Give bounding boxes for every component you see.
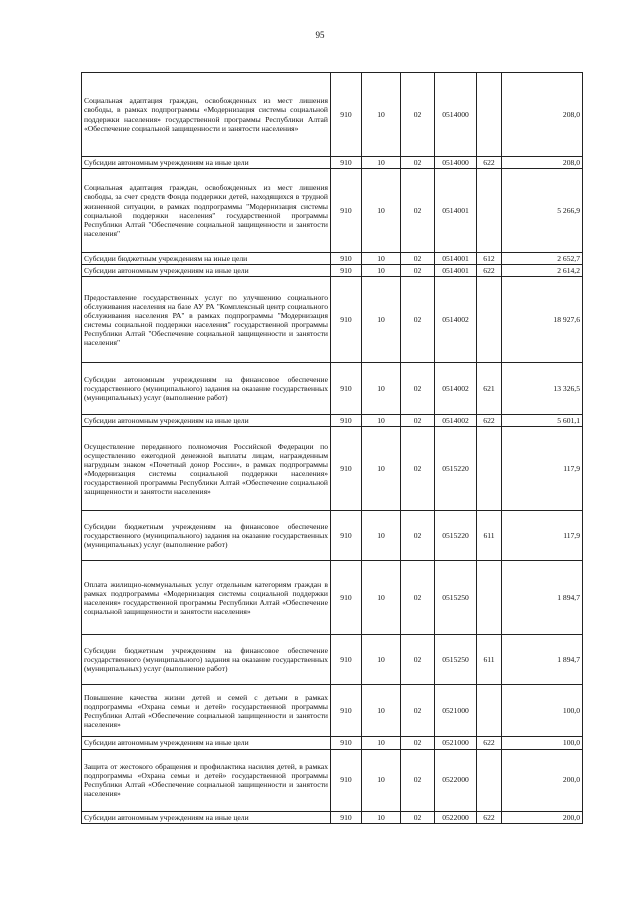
row-grbs: 910 xyxy=(331,427,362,511)
row-section: 10 xyxy=(362,169,401,253)
row-section: 10 xyxy=(362,561,401,635)
row-target-article: 0521000 xyxy=(435,685,477,737)
table-row xyxy=(82,415,583,427)
row-section: 10 xyxy=(362,685,401,737)
row-grbs: 910 xyxy=(331,169,362,253)
row-subsection: 02 xyxy=(401,685,435,737)
row-subsection: 02 xyxy=(401,811,435,823)
row-expense-type: 622 xyxy=(477,265,502,277)
row-grbs: 910 xyxy=(331,561,362,635)
row-sum: 200,0 xyxy=(502,749,583,811)
row-section: 10 xyxy=(362,427,401,511)
row-grbs: 910 xyxy=(331,415,362,427)
row-name: Социальная адаптация граждан, освобожденных из мест лишения свободы, в рамках подпрограммы «Модернизация системы социальной поддержки населения» государственной программы Республики Алтай «Обеспечение социальной защищенности и занятости населения» xyxy=(82,73,331,157)
table-row xyxy=(82,157,583,169)
row-name: Субсидии автономным учреждениям на иные цели xyxy=(82,157,331,169)
row-sum: 1 894,7 xyxy=(502,635,583,685)
row-sum: 208,0 xyxy=(502,73,583,157)
row-section: 10 xyxy=(362,277,401,363)
row-subsection: 02 xyxy=(401,277,435,363)
row-grbs: 910 xyxy=(331,73,362,157)
row-target-article: 0514000 xyxy=(435,73,477,157)
row-grbs: 910 xyxy=(331,157,362,169)
row-name: Защита от жестокого обращения и профилактика насилия детей, в рамках подпрограммы «Охрана семьи и детей» государственной программы Республики Алтай «Обеспечение социальной защищенности и занятости населения» xyxy=(82,749,331,811)
table-row xyxy=(82,635,583,685)
row-target-article: 0515220 xyxy=(435,427,477,511)
row-sum: 2 652,7 xyxy=(502,253,583,265)
row-expense-type: 622 xyxy=(477,737,502,749)
row-sum: 208,0 xyxy=(502,157,583,169)
budget-table xyxy=(81,72,583,824)
row-expense-type xyxy=(477,427,502,511)
row-target-article: 0514001 xyxy=(435,265,477,277)
row-name: Субсидии автономным учреждениям на иные цели xyxy=(82,737,331,749)
row-sum: 13 326,5 xyxy=(502,363,583,415)
row-name: Субсидии автономным учреждениям на финансовое обеспечение государственного (муниципального) задания на оказание государственных (муниципальных) услуг (выполнение работ) xyxy=(82,363,331,415)
row-subsection: 02 xyxy=(401,415,435,427)
row-section: 10 xyxy=(362,73,401,157)
row-expense-type: 611 xyxy=(477,635,502,685)
row-name: Оплата жилищно-коммунальных услуг отдельным категориям граждан в рамках подпрограммы «Модернизация системы социальной поддержки населения» государственной программы Республики Алтай «Обеспечение социальной защищенности и занятости населения» xyxy=(82,561,331,635)
row-subsection: 02 xyxy=(401,363,435,415)
row-expense-type xyxy=(477,73,502,157)
table-row xyxy=(82,737,583,749)
row-target-article: 0515250 xyxy=(435,635,477,685)
row-name: Субсидии бюджетным учреждениям на финансовое обеспечение государственного (муниципального) задания на оказание государственных (муниципальных) услуг (выполнение работ) xyxy=(82,635,331,685)
row-target-article: 0514002 xyxy=(435,415,477,427)
row-section: 10 xyxy=(362,811,401,823)
table-row xyxy=(82,73,583,157)
row-name: Предоставление государственных услуг по улучшению социального обслуживания населения на базе АУ РА "Комплексный центр социального обслуживания населения РА" в рамках подпрограммы "Модернизация системы социальной поддержки населения" государственной программы Республики Алтай "Обеспечение социальной защищенности и занятости населения" xyxy=(82,277,331,363)
row-name: Повышение качества жизни детей и семей с детьми в рамках подпрограммы «Охрана семьи и детей» государственной программы Республики Алтай «Обеспечение социальной защищенности и занятости населения» xyxy=(82,685,331,737)
row-expense-type: 622 xyxy=(477,157,502,169)
row-grbs: 910 xyxy=(331,277,362,363)
row-sum: 18 927,6 xyxy=(502,277,583,363)
row-name: Субсидии автономным учреждениям на иные цели xyxy=(82,811,331,823)
row-section: 10 xyxy=(362,157,401,169)
row-subsection: 02 xyxy=(401,427,435,511)
row-expense-type xyxy=(477,749,502,811)
table-row xyxy=(82,277,583,363)
row-expense-type: 622 xyxy=(477,811,502,823)
row-target-article: 0515250 xyxy=(435,561,477,635)
row-target-article: 0514002 xyxy=(435,363,477,415)
table-row xyxy=(82,511,583,561)
row-section: 10 xyxy=(362,749,401,811)
row-section: 10 xyxy=(362,635,401,685)
row-subsection: 02 xyxy=(401,169,435,253)
row-name: Социальная адаптация граждан, освобожденных из мест лишения свободы, за счет средств Фонда поддержки детей, находящихся в трудной жизненной ситуации, в рамках подпрограммы "Модернизация системы социальной поддержки населения" государственной программы Республики Алтай "Обеспечение социальной защищенности и занятости населения" xyxy=(82,169,331,253)
row-expense-type: 611 xyxy=(477,511,502,561)
row-name: Субсидии бюджетным учреждениям на иные цели xyxy=(82,253,331,265)
row-sum: 5 266,9 xyxy=(502,169,583,253)
row-grbs: 910 xyxy=(331,685,362,737)
row-grbs: 910 xyxy=(331,737,362,749)
table-row xyxy=(82,685,583,737)
row-target-article: 0515220 xyxy=(435,511,477,561)
row-subsection: 02 xyxy=(401,635,435,685)
row-name: Осуществление переданного полномочия Российской Федерации по осуществлению ежегодной денежной выплаты лицам, награжденным нагрудным знаком «Почетный донор России», в рамках подпрограммы «Модернизация системы социальной поддержки населения» государственной программы Республики Алтай «Обеспечение социальной защищенности и занятости населения» xyxy=(82,427,331,511)
row-name: Субсидии автономным учреждениям на иные цели xyxy=(82,265,331,277)
row-subsection: 02 xyxy=(401,253,435,265)
row-expense-type: 622 xyxy=(477,415,502,427)
row-expense-type xyxy=(477,561,502,635)
row-section: 10 xyxy=(362,363,401,415)
row-section: 10 xyxy=(362,265,401,277)
table-row xyxy=(82,561,583,635)
row-sum: 200,0 xyxy=(502,811,583,823)
row-sum: 2 614,2 xyxy=(502,265,583,277)
row-section: 10 xyxy=(362,737,401,749)
row-name: Субсидии бюджетным учреждениям на финансовое обеспечение государственного (муниципального) задания на оказание государственных (муниципальных) услуг (выполнение работ) xyxy=(82,511,331,561)
row-sum: 117,9 xyxy=(502,427,583,511)
row-expense-type xyxy=(477,169,502,253)
row-subsection: 02 xyxy=(401,737,435,749)
row-section: 10 xyxy=(362,415,401,427)
row-grbs: 910 xyxy=(331,511,362,561)
page-number: 95 xyxy=(315,30,325,40)
row-grbs: 910 xyxy=(331,749,362,811)
row-subsection: 02 xyxy=(401,511,435,561)
row-subsection: 02 xyxy=(401,749,435,811)
table-row xyxy=(82,749,583,811)
table-row xyxy=(82,169,583,253)
row-subsection: 02 xyxy=(401,73,435,157)
row-subsection: 02 xyxy=(401,561,435,635)
table-row xyxy=(82,253,583,265)
row-grbs: 910 xyxy=(331,363,362,415)
table-row xyxy=(82,363,583,415)
row-sum: 5 601,1 xyxy=(502,415,583,427)
row-grbs: 910 xyxy=(331,265,362,277)
table-row xyxy=(82,427,583,511)
row-target-article: 0514001 xyxy=(435,169,477,253)
row-sum: 117,9 xyxy=(502,511,583,561)
row-grbs: 910 xyxy=(331,253,362,265)
row-expense-type xyxy=(477,277,502,363)
row-target-article: 0514000 xyxy=(435,157,477,169)
row-name: Субсидии автономным учреждениям на иные цели xyxy=(82,415,331,427)
row-sum: 1 894,7 xyxy=(502,561,583,635)
row-subsection: 02 xyxy=(401,157,435,169)
row-sum: 100,0 xyxy=(502,737,583,749)
row-expense-type: 612 xyxy=(477,253,502,265)
row-section: 10 xyxy=(362,253,401,265)
row-expense-type: 621 xyxy=(477,363,502,415)
row-target-article: 0522000 xyxy=(435,749,477,811)
row-target-article: 0514002 xyxy=(435,277,477,363)
row-sum: 100,0 xyxy=(502,685,583,737)
table-row xyxy=(82,811,583,823)
row-expense-type xyxy=(477,685,502,737)
row-subsection: 02 xyxy=(401,265,435,277)
row-section: 10 xyxy=(362,511,401,561)
row-grbs: 910 xyxy=(331,635,362,685)
row-target-article: 0521000 xyxy=(435,737,477,749)
table-row xyxy=(82,265,583,277)
row-grbs: 910 xyxy=(331,811,362,823)
row-target-article: 0514001 xyxy=(435,253,477,265)
row-target-article: 0522000 xyxy=(435,811,477,823)
